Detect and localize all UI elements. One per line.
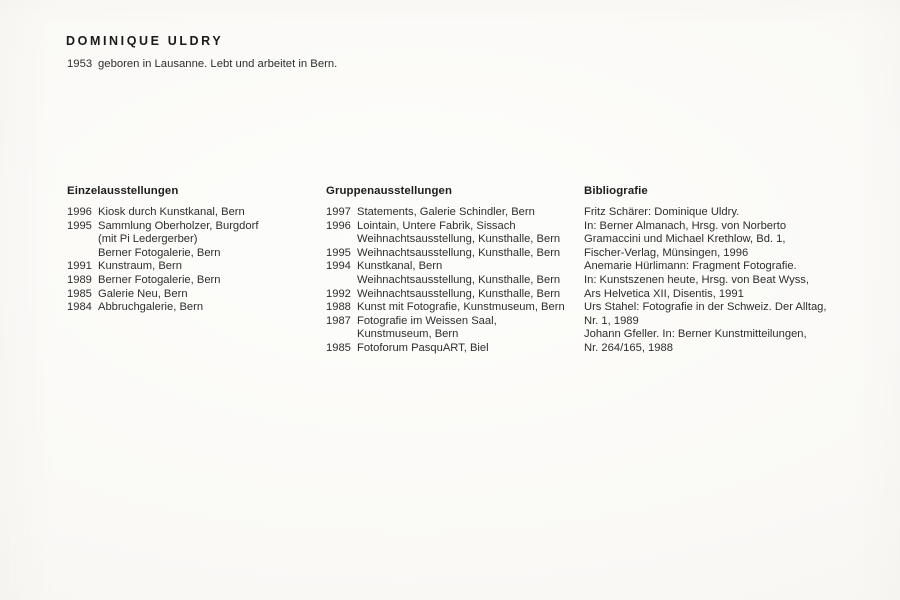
entry-year: 1984: [67, 301, 92, 314]
exhibition-list: [326, 206, 576, 356]
entry-text-line: Berner Fotogalerie, Bern: [98, 246, 221, 259]
column-gruppenausstellungen: [326, 185, 576, 356]
entry-year: 1997: [326, 206, 351, 218]
entry-text-line: Sammlung Oberholzer, Burgdorf: [98, 219, 259, 232]
entry-year: 1989: [67, 273, 92, 286]
exhibition-entry: [326, 260, 576, 287]
entry-text-line: (mit Pi Ledergerber): [98, 233, 198, 246]
bibliography-line: Ars Helvetica XII, Disentis, 1991: [584, 287, 744, 300]
entry-text-group: [98, 206, 317, 220]
entry-text-line: Kiosk durch Kunstkanal, Bern: [98, 206, 245, 218]
entry-text-line: Kunst mit Fotografie, Kunstmuseum, Bern: [357, 301, 565, 314]
entry-text-line: Kunstmuseum, Bern: [357, 328, 459, 341]
entry-year: 1991: [67, 260, 92, 273]
exhibition-list: [67, 206, 317, 315]
exhibition-entry: [67, 274, 317, 288]
bibliography-entry: [584, 206, 844, 260]
entry-text-line: Statements, Galerie Schindler, Bern: [357, 206, 535, 218]
biography-text: geboren in Lausanne. Lebt und arbeitet in Bern.: [98, 58, 338, 70]
bibliography-line: Urs Stahel: Fotografie in der Schweiz. Der Alltag,: [584, 301, 827, 314]
bibliography-entry: [584, 328, 844, 355]
entry-text-line: Weihnachtsausstellung, Kunsthalle, Bern: [357, 287, 561, 300]
bibliography-line: Johann Gfeller. In: Berner Kunstmitteilungen,: [584, 328, 807, 341]
column-einzelausstellungen: [67, 185, 317, 315]
entry-text-line: Berner Fotogalerie, Bern: [98, 273, 221, 286]
entry-year: 1985: [326, 341, 351, 354]
exhibition-entry: [326, 206, 576, 220]
entry-text-line: Weihnachtsausstellung, Kunsthalle, Bern: [357, 273, 561, 286]
column-bibliografie: [584, 185, 844, 356]
exhibition-entry: [67, 206, 317, 220]
bibliography-entry: [584, 260, 844, 301]
exhibition-entry: [326, 220, 576, 247]
bibliography-line: Nr. 1, 1989: [584, 314, 639, 327]
biography-line: [67, 58, 337, 70]
entry-text-group: [357, 315, 576, 342]
entry-text-group: [98, 220, 317, 261]
exhibition-entry: [326, 342, 576, 356]
bibliography-line: Fritz Schärer: Dominique Uldry.: [584, 206, 740, 218]
entry-text-group: [357, 288, 576, 302]
entry-year: 1996: [326, 219, 351, 232]
entry-text-group: [98, 274, 317, 288]
entry-text-group: [357, 206, 576, 220]
entry-text-line: Kunstraum, Bern: [98, 260, 182, 273]
entry-text-line: Lointain, Untere Fabrik, Sissach: [357, 219, 516, 232]
column-heading: Bibliografie: [584, 185, 648, 197]
bibliography-line: Fischer-Verlag, Münsingen, 1996: [584, 246, 749, 259]
entry-text-group: [357, 342, 576, 356]
entry-text-group: [98, 288, 317, 302]
birth-year: 1953: [67, 58, 93, 70]
entry-year: 1985: [67, 287, 92, 300]
bibliography-line: In: Berner Almanach, Hrsg. von Norberto: [584, 219, 787, 232]
bibliography-line: In: Kunstszenen heute, Hrsg. von Beat Wyss,: [584, 273, 810, 286]
entry-year: 1995: [326, 246, 351, 259]
entry-text-group: [357, 301, 576, 315]
bibliography-line: Gramaccini und Michael Krethlow, Bd. 1,: [584, 233, 786, 246]
entry-year: 1994: [326, 260, 351, 273]
bibliography-line: Anemarie Hürlimann: Fragment Fotografie.: [584, 260, 797, 273]
entry-text-group: [357, 247, 576, 261]
exhibition-entry: [326, 315, 576, 342]
entry-text-line: Fotografie im Weissen Saal,: [357, 314, 497, 327]
entry-year: 1988: [326, 301, 351, 314]
exhibition-entry: [326, 288, 576, 302]
entry-year: 1987: [326, 314, 351, 327]
entry-text-line: Weihnachtsausstellung, Kunsthalle, Bern: [357, 233, 561, 246]
entry-text-group: [357, 260, 576, 287]
entry-text-group: [98, 301, 317, 315]
bibliography-line: Nr. 264/165, 1988: [584, 341, 673, 354]
entry-text-line: Kunstkanal, Bern: [357, 260, 443, 273]
exhibition-entry: [67, 260, 317, 274]
page-title: DOMINIQUE ULDRY: [66, 34, 224, 48]
entry-text-line: Abbruchgalerie, Bern: [98, 301, 204, 314]
entry-text-group: [98, 260, 317, 274]
bibliography-entry: [584, 301, 844, 328]
column-heading: Einzelausstellungen: [67, 185, 179, 197]
entry-year: 1996: [67, 206, 92, 218]
exhibition-entry: [67, 301, 317, 315]
entry-year: 1995: [67, 219, 92, 232]
entry-text-line: Fotoforum PasquART, Biel: [357, 341, 489, 354]
column-heading: Gruppenausstellungen: [326, 185, 453, 197]
entry-text-line: Weihnachtsausstellung, Kunsthalle, Bern: [357, 246, 561, 259]
entry-text-line: Galerie Neu, Bern: [98, 287, 188, 300]
entry-year: 1992: [326, 287, 351, 300]
exhibition-entry: [67, 220, 317, 261]
exhibition-entry: [326, 301, 576, 315]
exhibition-entry: [326, 247, 576, 261]
exhibition-entry: [67, 288, 317, 302]
entry-text-group: [357, 220, 576, 247]
bibliography-list: [584, 206, 844, 356]
